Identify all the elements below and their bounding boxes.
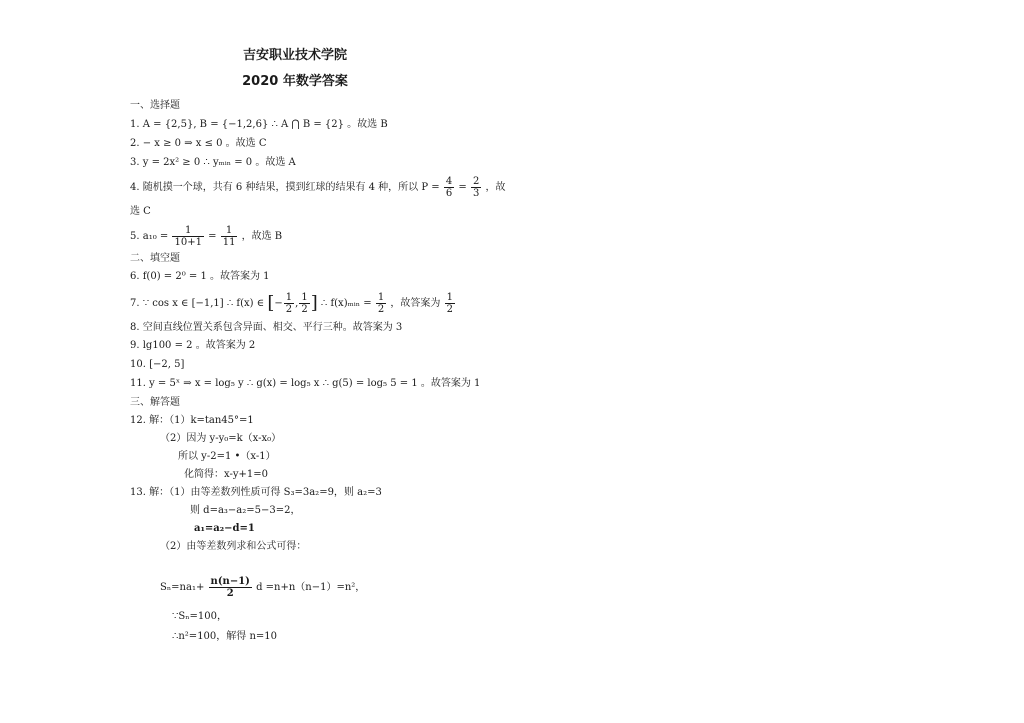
answer-q12-line4: 化简得：x-y+1=0 xyxy=(184,469,268,480)
question-number: 11. xyxy=(130,378,146,389)
fraction: $\frac{1}{2}$ xyxy=(446,292,453,315)
section-heading-solve: 三、解答题 xyxy=(130,397,180,408)
answer-q10 xyxy=(130,358,184,372)
fraction: $\frac{1}{2}$ xyxy=(301,292,308,315)
fraction: $\frac{1}{11}$ xyxy=(222,225,236,248)
answer-q13-line7: ∴n²=100，解得 n=10 xyxy=(172,631,277,642)
question-number: 5. xyxy=(130,231,140,242)
answer-q6 xyxy=(130,270,270,284)
answer-text: 随机摸一个球，共有 6 种结果，摸到红球的结果有 4 种，所以 P = xyxy=(142,182,440,193)
answer-q1 xyxy=(130,118,388,132)
section-heading-fill: 二、填空题 xyxy=(130,253,180,264)
answer-q2 xyxy=(130,137,267,151)
fraction: $\frac{1}{2}$ xyxy=(285,292,293,315)
school-title: 吉安职业技术学院 xyxy=(242,48,347,63)
answer-q13-line6: ∵Sₙ=100， xyxy=(172,611,228,622)
answer-q4: 4. 随机摸一个球，共有 6 种结果，摸到红球的结果有 4 种，所以 P = $\frac{4}{6}$ = $\frac{2}{3}$ ，故 xyxy=(130,176,506,199)
question-number: 10. xyxy=(130,359,146,370)
answer-q13-sum-formula: Sₙ=na₁+ $\frac{n(n-1)}{2}$ d =n+n（n−1）=n²， xyxy=(160,576,366,599)
answer-q13-line4: （2）由等差数列求和公式可得： xyxy=(160,541,307,552)
question-number: 3. xyxy=(130,157,140,168)
question-number: 4. xyxy=(130,182,140,193)
answer-q5: 5. a₁₀ = $\frac{1}{10+1}$ = $\frac{1}{11}$ ，故选 B xyxy=(130,225,283,248)
question-number: 9. xyxy=(130,340,140,351)
answer-q13-line1: 13. 解：（1）由等差数列性质可得 S₃=3a₂=9，则 a₂=3 xyxy=(130,487,382,498)
answer-q12-line1: 12. 解：（1）k=tan45°=1 xyxy=(130,415,254,426)
fraction: $\frac{4}{6}$ xyxy=(445,176,453,199)
answer-q13-line2: 则 d=a₃−a₂=5−3=2， xyxy=(190,505,301,516)
answer-text: 空间直线位置关系包含异面、相交、平行三种。故答案为 3 xyxy=(142,322,403,333)
fraction: $\frac{1}{10+1}$ xyxy=(174,225,202,248)
answer-q4-continued: 选 C xyxy=(130,206,151,217)
answer-q3 xyxy=(130,156,296,170)
answer-q13-line3: a₁=a₂−d=1 xyxy=(194,523,255,534)
answer-q8 xyxy=(130,321,402,335)
answer-text: f(0) = 2⁰ = 1 。故答案为 1 xyxy=(142,271,270,282)
answer-q9 xyxy=(130,339,255,353)
answer-text: lg100 = 2 。故答案为 2 xyxy=(142,340,256,351)
fraction: $\frac{2}{3}$ xyxy=(472,176,480,199)
question-number: 2. xyxy=(130,138,140,149)
question-number: 1. xyxy=(130,119,140,130)
document-subtitle: 2020 年数学答案 xyxy=(242,74,348,89)
section-heading-choice: 一、选择题 xyxy=(130,100,180,111)
answer-text: A = {2,5}, B = {−1,2,6} ∴ A ⋂ B = {2} 。故选 B xyxy=(142,119,388,130)
answer-text: − x ≥ 0 ⇒ x ≤ 0 。故选 C xyxy=(142,138,267,149)
fraction: $\frac{n(n-1)}{2}$ xyxy=(210,576,250,599)
answer-q11 xyxy=(130,377,480,391)
question-number: 6. xyxy=(130,271,140,282)
answer-text: y = 2x² ≥ 0 ∴ yₘᵢₙ = 0 。故选 A xyxy=(142,157,296,168)
answer-text: [−2, 5] xyxy=(149,359,185,370)
fraction: $\frac{1}{2}$ xyxy=(377,292,385,315)
question-number: 7. xyxy=(130,298,140,309)
question-number: 8. xyxy=(130,322,140,333)
answer-q7: 7. ∵ cos x ∈ [−1,1] ∴ f(x) ∈ [− $\frac{1}{2}$ , $\frac{1}{2}$ ] ∴ f(x)ₘᵢₙ = $\frac{1}{2}$ ，故答案为 $\frac{1}{2}$ xyxy=(130,292,453,315)
answer-q12-line3: 所以 y-2=1 •（x-1） xyxy=(178,451,276,462)
answer-text: y = 5ˣ ⇒ x = log₅ y ∴ g(x) = log₅ x ∴ g(5) = log₅ 5 = 1 。故答案为 1 xyxy=(149,378,481,389)
answer-q12-line2: （2）因为 y-y₀=k（x-x₀） xyxy=(160,433,282,444)
